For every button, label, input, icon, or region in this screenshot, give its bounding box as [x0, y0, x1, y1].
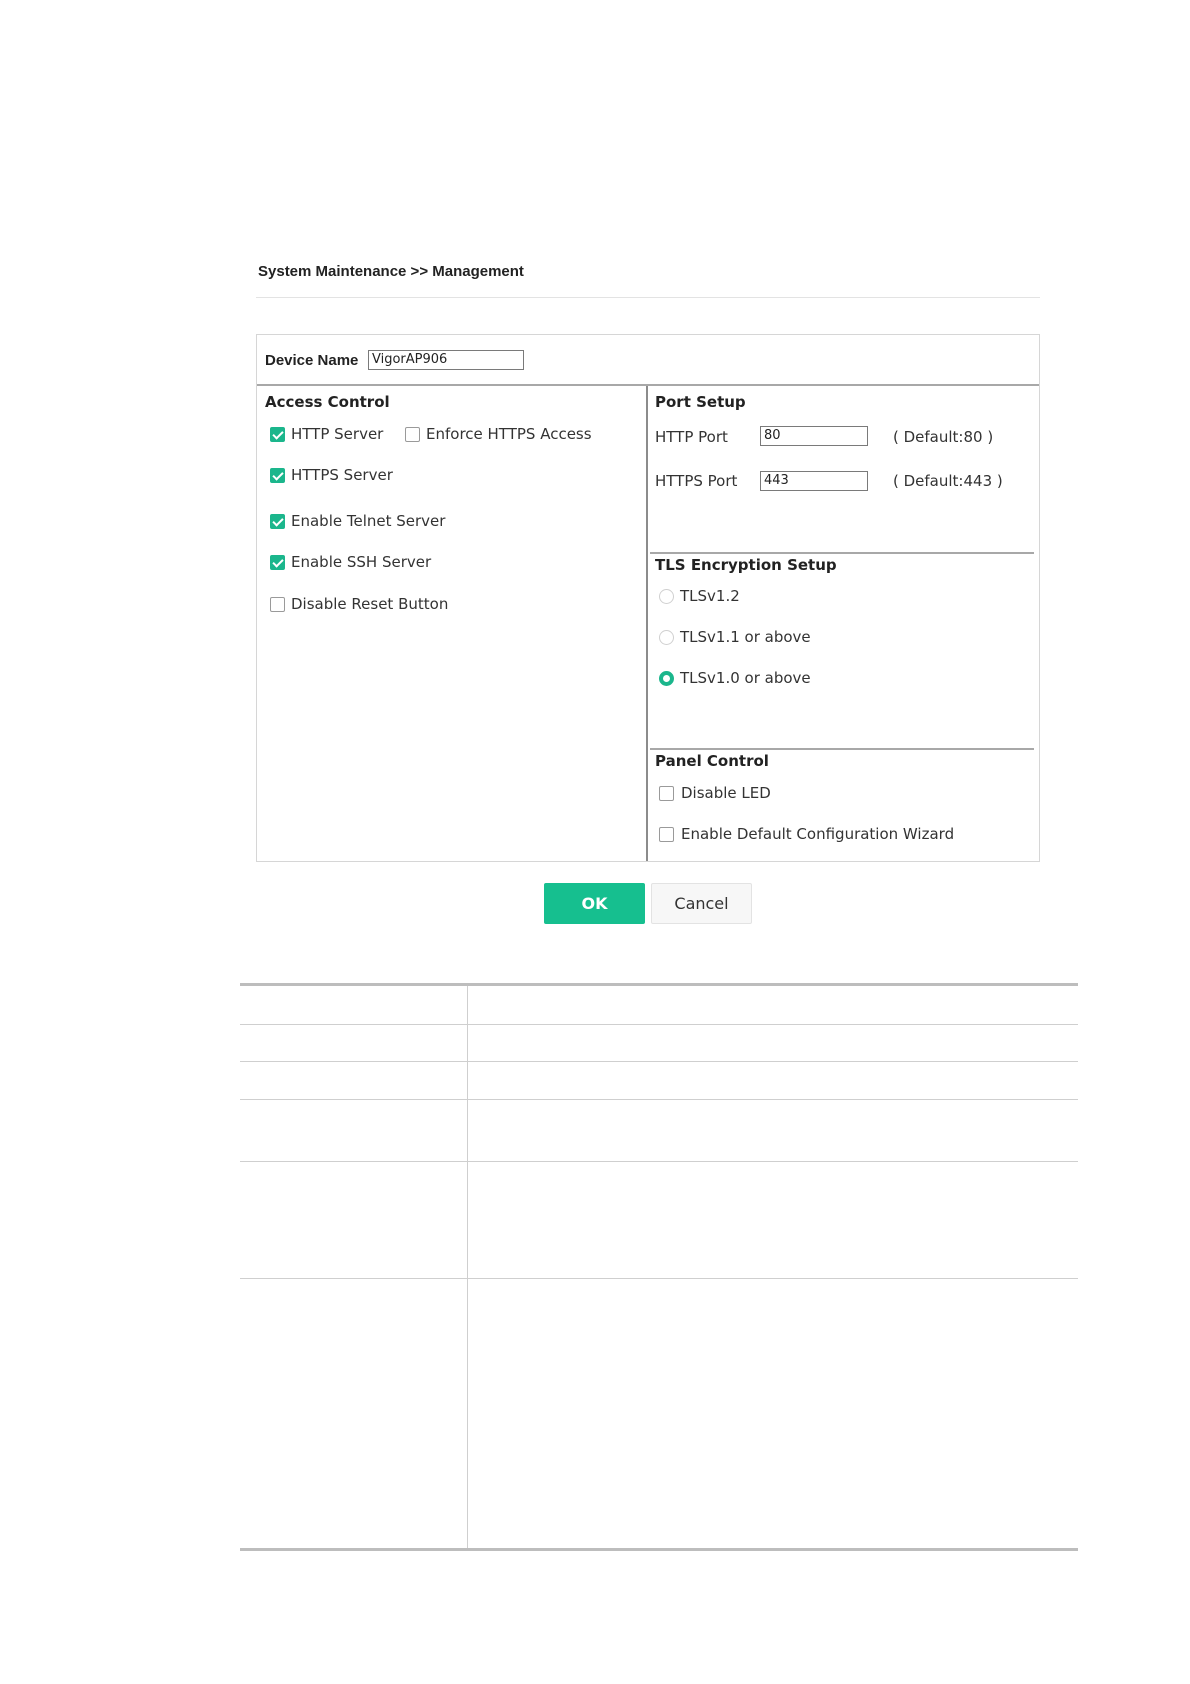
- table-row: [240, 1061, 1078, 1062]
- table-top-border: [240, 983, 1078, 986]
- enforce-https-checkbox[interactable]: [405, 427, 420, 442]
- http-port-label: HTTP Port: [655, 428, 728, 446]
- config-wizard-label: Enable Default Configuration Wizard: [681, 825, 955, 843]
- tls-divider: [650, 552, 1034, 554]
- breadcrumb: System Maintenance >> Management: [258, 263, 524, 280]
- https-server-checkbox[interactable]: [270, 468, 285, 483]
- https-port-default: ( Default:443 ): [893, 472, 1003, 490]
- ok-button[interactable]: OK: [544, 883, 645, 924]
- title-divider: [256, 297, 1040, 298]
- enforce-https-label: Enforce HTTPS Access: [426, 425, 592, 443]
- cancel-button[interactable]: Cancel: [651, 883, 752, 924]
- http-server-label: HTTP Server: [291, 425, 384, 443]
- tls-title: TLS Encryption Setup: [655, 556, 837, 574]
- config-wizard-checkbox[interactable]: [659, 827, 674, 842]
- table-row: [240, 1161, 1078, 1162]
- device-row-divider: [257, 384, 1039, 386]
- https-port-field[interactable]: 443: [760, 471, 868, 491]
- device-name-label: Device Name: [265, 352, 359, 369]
- reset-button-label: Disable Reset Button: [291, 595, 449, 613]
- tls-v10-label: TLSv1.0 or above: [680, 669, 811, 687]
- column-divider: [646, 386, 648, 861]
- tls-v11-label: TLSv1.1 or above: [680, 628, 811, 646]
- telnet-server-checkbox[interactable]: [270, 514, 285, 529]
- tls-v11-radio[interactable]: [659, 630, 674, 645]
- device-name-field[interactable]: VigorAP906: [368, 350, 524, 370]
- ssh-server-checkbox[interactable]: [270, 555, 285, 570]
- http-server-checkbox[interactable]: [270, 427, 285, 442]
- table-column-divider: [467, 986, 468, 1548]
- ssh-server-label: Enable SSH Server: [291, 553, 432, 571]
- tls-v12-label: TLSv1.2: [680, 587, 740, 605]
- panel-control-divider: [650, 748, 1034, 750]
- panel-control-title: Panel Control: [655, 752, 769, 770]
- access-control-title: Access Control: [265, 393, 390, 411]
- reset-button-checkbox[interactable]: [270, 597, 285, 612]
- telnet-server-label: Enable Telnet Server: [291, 512, 446, 530]
- table-bottom-border: [240, 1548, 1078, 1551]
- https-server-label: HTTPS Server: [291, 466, 393, 484]
- table-row: [240, 1099, 1078, 1100]
- disable-led-label: Disable LED: [681, 784, 771, 802]
- port-setup-title: Port Setup: [655, 393, 746, 411]
- table-row: [240, 1278, 1078, 1279]
- tls-v10-radio[interactable]: [659, 671, 674, 686]
- http-port-field[interactable]: 80: [760, 426, 868, 446]
- disable-led-checkbox[interactable]: [659, 786, 674, 801]
- table-row: [240, 1024, 1078, 1025]
- https-port-label: HTTPS Port: [655, 472, 738, 490]
- tls-v12-radio[interactable]: [659, 589, 674, 604]
- http-port-default: ( Default:80 ): [893, 428, 994, 446]
